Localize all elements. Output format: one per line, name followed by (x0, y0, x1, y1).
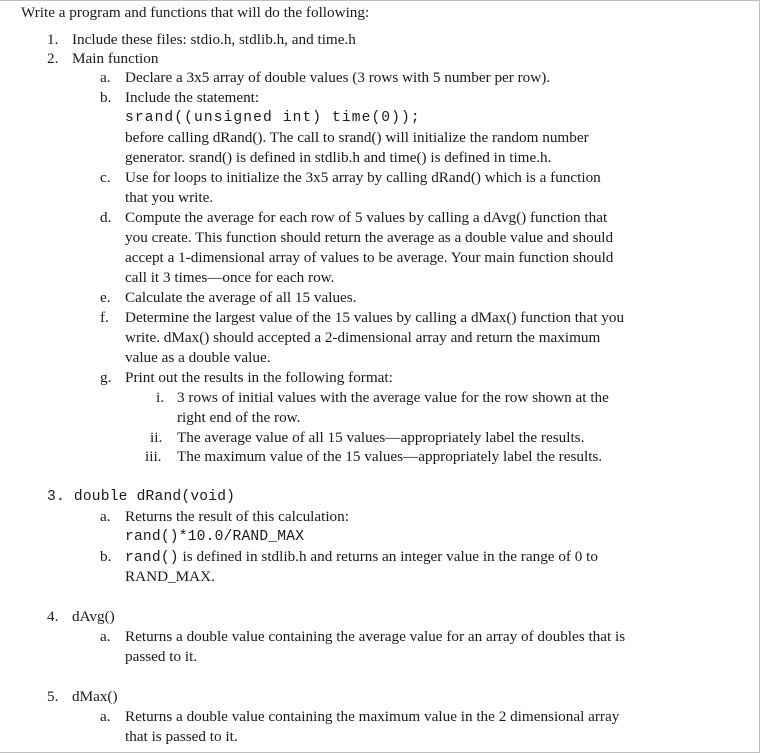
item-2g-iii-label: iii. (145, 448, 162, 465)
item-2g-i-label: i. (156, 389, 165, 406)
item-3-header: 3. double dRand(void) (47, 489, 236, 505)
item-2d-line-3: accept a 1-dimensional array of values to be average. Your main function should (125, 249, 614, 266)
item-2a-label: a. (100, 69, 111, 86)
item-2g-ii-label: ii. (150, 429, 163, 446)
intro-text: Write a program and functions that will do the following: (21, 4, 370, 21)
item-4a-line-1: Returns a double value containing the average value for an array of doubles that is (125, 628, 626, 645)
item-5a-line-2: that is passed to it. (125, 728, 238, 745)
item-5a-line-1: Returns a double value containing the maximum value in the 2 dimensional array (125, 708, 620, 725)
item-2f-line-1: Determine the largest value of the 15 values by calling a dMax() function that you (125, 309, 625, 326)
item-3a-text: Returns the result of this calculation: (125, 508, 349, 525)
item-2g-i-line-2: right end of the row. (177, 409, 301, 426)
item-4-text: dAvg() (72, 608, 115, 625)
item-2-number: 2. (47, 50, 59, 67)
item-2g-ii-text: The average value of all 15 values—appropriately label the results. (177, 429, 585, 446)
item-2g-text: Print out the results in the following format: (125, 369, 393, 386)
item-2-text: Main function (72, 50, 159, 67)
item-1-text: Include these files: stdio.h, stdlib.h, and time.h (72, 31, 356, 48)
item-1-number: 1. (47, 31, 59, 48)
item-4-number: 4. (47, 608, 59, 625)
item-2g-iii-text: The maximum value of the 15 values—appropriately label the results. (177, 448, 603, 465)
item-2c-line-2: that you write. (125, 189, 214, 206)
item-5a-label: a. (100, 708, 111, 725)
item-5-number: 5. (47, 688, 59, 705)
srand-code-line: srand((unsigned int) time(0)); (125, 110, 421, 126)
item-4a-line-2: passed to it. (125, 648, 198, 665)
item-2g-label: g. (100, 369, 112, 386)
item-3b-label: b. (100, 548, 112, 565)
item-2d-label: d. (100, 209, 112, 226)
item-2b-line-2: generator. srand() is defined in stdlib.h and time() is defined in time.h. (125, 149, 552, 166)
item-3b-text: is defined in stdlib.h and returns an integer value in the range of 0 to (178, 548, 598, 565)
item-2d-line-1: Compute the average for each row of 5 values by calling a dAvg() function that (125, 209, 608, 226)
item-2b-text: Include the statement: (125, 89, 260, 106)
rand-calculation-code: rand()*10.0/RAND_MAX (125, 529, 305, 545)
item-3a-label: a. (100, 508, 111, 525)
item-2c-line-1: Use for loops to initialize the 3x5 array by calling dRand() which is a function (125, 169, 601, 186)
item-2d-line-2: you create. This function should return the average as a double value and should (125, 229, 614, 246)
item-2b-label: b. (100, 89, 112, 106)
item-3b-line-2: RAND_MAX. (125, 568, 215, 585)
item-2c-label: c. (100, 169, 111, 186)
item-2e-text: Calculate the average of all 15 values. (125, 289, 357, 306)
item-2a-text: Declare a 3x5 array of double values (3 rows with 5 number per row). (125, 69, 551, 86)
item-2f-line-3: value as a double value. (125, 349, 271, 366)
item-2f-label: f. (100, 309, 109, 326)
item-2g-i-line-1: 3 rows of initial values with the average value for the row shown at the (177, 389, 609, 406)
item-4a-label: a. (100, 628, 111, 645)
item-5-text: dMax() (72, 688, 118, 705)
rand-function-code: rand() (125, 550, 179, 566)
item-2b-line-1: before calling dRand(). The call to srand() will initialize the random number (125, 129, 589, 146)
item-2e-label: e. (100, 289, 111, 306)
item-3b-line-1 (125, 547, 598, 567)
item-2f-line-2: write. dMax() should accepted a 2-dimensional array and return the maximum (125, 329, 601, 346)
item-2d-line-4: call it 3 times—once for each row. (125, 269, 335, 286)
